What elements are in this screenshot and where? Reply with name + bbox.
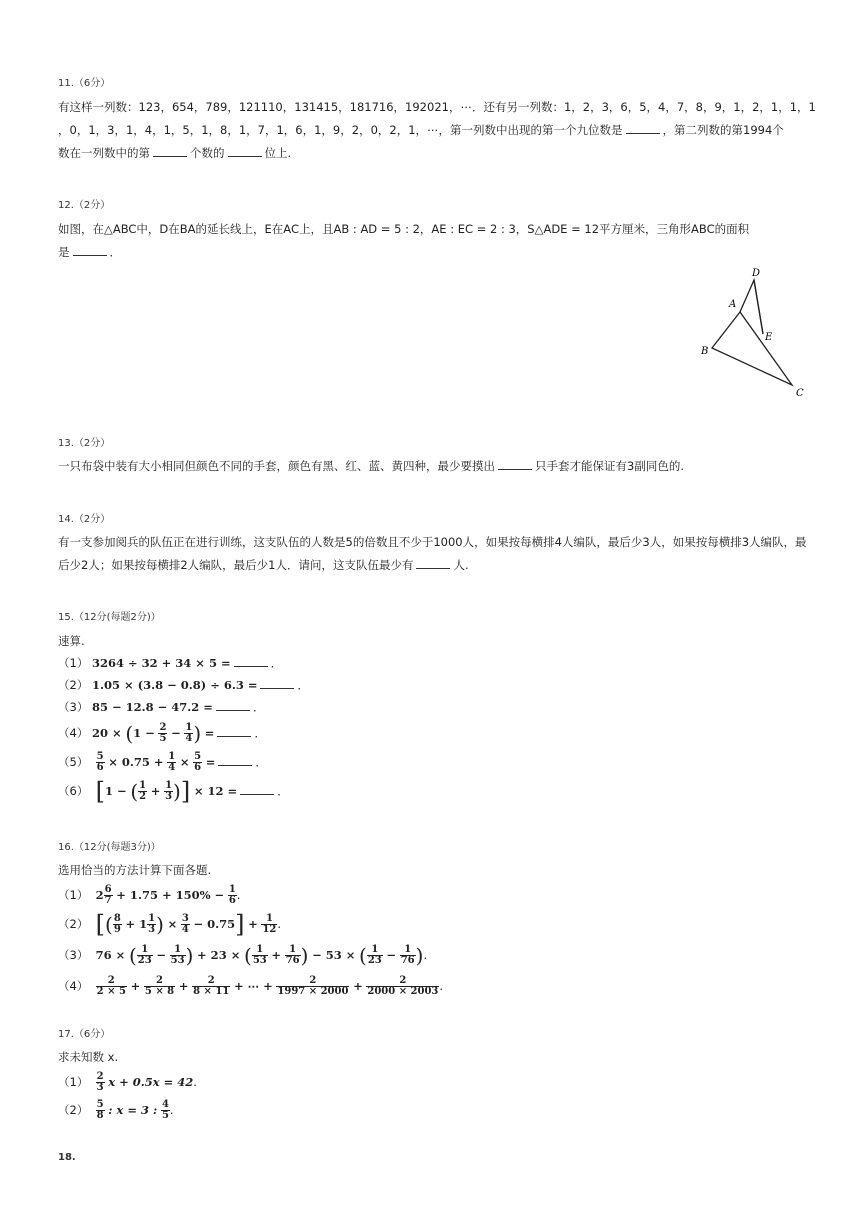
q11-line2-text: ，0，1，3，1，4，1，5，1，8，1，7，1，6，1，9，2，0，2，1，⋯，第一列数中出现的第一个九位数是: [58, 123, 623, 137]
paren: ): [193, 721, 202, 746]
fraction: [285, 945, 301, 966]
q17-header: 17.（6分）: [58, 1029, 111, 1040]
q12-line1: 如图，在△ABC中，D在BA的延长线上，E在AC上，且AB : AD = 5 : 2，AE : EC = 2 : 3，S△ADE = 12平方厘米，三角形ABC的面积: [58, 222, 750, 236]
denominator: 5: [159, 733, 167, 744]
item-label: （5）: [58, 755, 89, 769]
expression: 85 − 12.8 − 47.2 =: [92, 700, 213, 714]
segment-de: [754, 280, 763, 334]
denominator: 23: [137, 954, 152, 966]
answer-blank[interactable]: [217, 726, 251, 737]
q13-text-b: 只手套才能保证有3副同色的.: [535, 459, 684, 473]
q15-item-3: [58, 696, 808, 718]
q16-intro: 选用恰当的方法计算下面各题.: [58, 863, 212, 877]
q14-line1: 有一支参加阅兵的队伍正在进行训练，这支队伍的人数是5的倍数且不少于1000人，如果按每横排4人编队，最后少3人，如果按每横排3人编队，最: [58, 535, 807, 549]
item-label: （2）: [58, 1103, 89, 1117]
fraction: [367, 945, 383, 966]
q16-item-2: [58, 909, 808, 940]
answer-blank[interactable]: [240, 784, 274, 795]
expression-part: 2: [95, 888, 104, 902]
period: .: [193, 1075, 197, 1089]
equals: =: [204, 726, 215, 740]
paren: ): [185, 943, 194, 967]
fraction: [366, 976, 439, 997]
fraction: [137, 945, 153, 966]
denominator: 4: [168, 762, 176, 773]
fraction: [158, 723, 167, 744]
denominator: 3: [165, 791, 173, 802]
label-b: B: [701, 346, 709, 357]
q13-header: 13.（2分）: [58, 438, 111, 449]
expression-part: 1 −: [105, 784, 127, 798]
numerator: 3: [181, 913, 189, 924]
q13-line1: [58, 455, 808, 478]
q11-line2: [58, 119, 808, 142]
answer-blank[interactable]: [73, 245, 107, 256]
denominator: 3: [148, 924, 156, 935]
q14-header: 14.（2分）: [58, 514, 111, 525]
q17-item-1: [58, 1068, 808, 1096]
expression-part: +: [150, 784, 161, 798]
period: ．: [270, 656, 283, 670]
expression-part: 1 −: [133, 726, 155, 740]
q16-item-1: [58, 881, 808, 909]
label-a: A: [729, 299, 737, 310]
denominator: 5 × 8: [144, 986, 175, 997]
denominator: 6: [228, 895, 236, 906]
paren: (: [130, 779, 139, 804]
numerator: 1: [148, 913, 156, 924]
q15-header: 15.（12分(每题2分)）: [58, 612, 161, 623]
q12-line2: [58, 241, 808, 264]
q12-line2-text: 是: [58, 245, 70, 259]
expression-part: ×: [179, 755, 190, 769]
q14-line2: [58, 554, 808, 577]
numerator: 1: [252, 945, 268, 956]
expression-part: +: [130, 979, 141, 993]
numerator: 2: [96, 976, 127, 987]
expression-part: × 12 =: [193, 784, 238, 798]
period: .: [236, 888, 241, 902]
fraction: [96, 752, 105, 773]
item-label: （2）: [58, 678, 89, 692]
q11-line1: 有这样一列数：123，654，789，121110，131415，181716，192021，⋯．还有另一列数：1，2，3，6，5，4，7，8，9，1，2，1，1，1: [58, 100, 816, 114]
fraction: [276, 976, 349, 997]
denominator: 8 × 11: [193, 986, 230, 997]
q15-item-2: [58, 674, 808, 696]
expression-part: +: [248, 917, 258, 931]
numerator: 5: [96, 1099, 104, 1110]
paren: (: [359, 943, 367, 967]
item-label: （4）: [58, 979, 89, 993]
period: ．: [277, 784, 289, 798]
fraction: [170, 945, 186, 966]
fraction: [181, 914, 190, 935]
q17-intro: 求未知数 x.: [58, 1050, 119, 1064]
bracket: [: [95, 910, 106, 939]
denominator: 76: [285, 954, 300, 966]
numerator: 1: [400, 945, 416, 956]
expression-part: ×: [167, 917, 178, 931]
numerator: 4: [161, 1099, 169, 1110]
q14-text-b: 人.: [453, 558, 469, 572]
equation: : x = 3 :: [108, 1103, 158, 1117]
q16-header: 16.（12分(每题3分)）: [58, 842, 161, 853]
paren: (: [105, 912, 113, 937]
q11-line2-text-b: ，第二列数的第1994个: [662, 123, 784, 137]
numerator: 1: [137, 945, 153, 956]
fraction: [96, 1072, 105, 1093]
item-label: （1）: [58, 1075, 89, 1089]
denominator: 6: [96, 762, 104, 773]
expression-part: +: [178, 979, 189, 993]
fraction: [184, 723, 193, 744]
denominator: 2: [139, 791, 147, 802]
numerator: 1: [228, 884, 236, 895]
label-c: C: [796, 388, 804, 399]
expression-part: −: [386, 947, 397, 962]
fraction: [147, 914, 156, 935]
q11-line3: [58, 142, 808, 165]
denominator: 53: [252, 954, 267, 966]
denominator: 12: [262, 924, 277, 935]
period: ．: [254, 726, 266, 740]
fraction: [192, 976, 230, 997]
fraction: [228, 885, 237, 906]
q12-line2-end: ．: [109, 245, 121, 259]
label-d: D: [752, 268, 761, 279]
fraction: [144, 976, 175, 997]
numerator: 2: [96, 1071, 104, 1082]
q14-text-a: 后少2人；如果按每横排2人编队，最后少1人．请问，这支队伍最少有: [58, 558, 414, 572]
answer-blank[interactable]: [234, 656, 268, 667]
expression-part: + 1.75 + 150% −: [116, 888, 225, 902]
numerator: 2: [159, 722, 167, 733]
period: .: [439, 979, 444, 993]
numerator: 1: [168, 751, 176, 762]
numerator: 1: [170, 945, 186, 956]
fraction: [113, 914, 122, 935]
item-label: （1）: [58, 656, 89, 670]
q16-item-4: [58, 970, 808, 1002]
q14-body: [58, 531, 808, 577]
paren: ): [156, 912, 164, 937]
denominator: 23: [367, 954, 382, 966]
equation: x + 0.5x = 42: [108, 1075, 194, 1089]
label-e: E: [765, 332, 773, 343]
q18-header: 18.: [58, 1152, 76, 1163]
numerator: 1: [185, 722, 193, 733]
triangle-abc: [712, 312, 792, 385]
expression-part: +: [271, 947, 282, 962]
item-label: （6）: [58, 784, 89, 798]
denominator: 4: [181, 924, 189, 935]
q13-text-a: 一只布袋中装有大小相同但颜色不同的手套，颜色有黑、红、蓝、黄四种，最少要摸出: [58, 459, 495, 473]
expression-part: + 1: [125, 917, 148, 931]
expression-part: 20 ×: [92, 726, 122, 740]
numerator: 5: [194, 751, 202, 762]
numerator: 8: [113, 913, 121, 924]
answer-blank[interactable]: [216, 700, 250, 711]
fraction: [96, 976, 127, 997]
paren: ): [173, 779, 181, 804]
period: .: [423, 947, 428, 962]
q13-body: [58, 455, 808, 478]
numerator: 1: [285, 945, 301, 956]
expression-part: +: [353, 979, 363, 993]
denominator: 3: [96, 1082, 104, 1093]
q15-item-1: [58, 652, 808, 674]
segment-a-d-e: [740, 280, 763, 334]
denominator: 8: [96, 1110, 104, 1121]
q11-body: [58, 96, 816, 165]
q17-item-2: [58, 1096, 808, 1124]
answer-blank[interactable]: [416, 558, 450, 569]
fraction: [164, 781, 173, 802]
q15-body: [58, 630, 808, 806]
denominator: 76: [400, 954, 415, 966]
period: .: [277, 917, 282, 931]
item-label: （1）: [58, 888, 89, 902]
fraction: [167, 752, 176, 773]
expression-part: − 53 ×: [312, 947, 356, 962]
item-label: （3）: [58, 700, 89, 714]
q16-item-3: [58, 940, 808, 971]
numerator: 2: [276, 976, 349, 987]
expression-part: + ⋯ +: [233, 979, 273, 993]
expression: 3264 ÷ 32 + 34 × 5 =: [92, 656, 231, 670]
numerator: 6: [104, 884, 112, 895]
period: ．: [297, 678, 309, 692]
q16-body: [58, 859, 808, 1002]
expression-part: × 0.75 +: [108, 755, 164, 769]
item-label: （4）: [58, 726, 89, 740]
denominator: 9: [113, 924, 121, 935]
expression-part: 76 ×: [95, 947, 126, 962]
fraction: [138, 781, 147, 802]
q15-item-5: [58, 748, 808, 776]
numerator: 2: [366, 976, 439, 987]
numerator: 1: [165, 780, 173, 791]
q15-intro: 速算.: [58, 634, 85, 648]
q17-body: [58, 1046, 808, 1124]
fraction: [400, 945, 416, 966]
numerator: 5: [96, 751, 104, 762]
paren: ): [300, 943, 309, 967]
fraction: [252, 945, 268, 966]
q12-body: [58, 218, 808, 264]
bracket: ]: [235, 910, 245, 939]
answer-blank[interactable]: [498, 459, 532, 470]
triangle-figure: [690, 262, 815, 402]
expression-part: − 0.75: [193, 917, 236, 931]
numerator: 1: [367, 945, 383, 956]
bracket: [: [95, 777, 106, 806]
answer-blank[interactable]: [626, 123, 660, 134]
expression-part: −: [156, 947, 166, 962]
q11-header: 11.（6分）: [58, 78, 111, 89]
q15-item-6: [58, 776, 808, 806]
denominator: 2000 × 2003: [367, 986, 439, 997]
numerator: 1: [261, 914, 277, 925]
denominator: 7: [104, 895, 112, 906]
paren: (: [128, 943, 137, 967]
numerator: 1: [139, 780, 147, 791]
paren: (: [244, 943, 252, 967]
expression-part: + 23 ×: [197, 947, 241, 962]
answer-blank[interactable]: [153, 146, 187, 157]
fraction: [96, 1100, 105, 1121]
q11-line3-text-a: 数在一列数中的第: [58, 146, 150, 160]
fraction: [261, 914, 277, 935]
period: .: [169, 1103, 174, 1117]
item-label: （2）: [58, 917, 89, 931]
period: ．: [252, 700, 265, 714]
numerator: 2: [144, 976, 175, 987]
expression: 1.05 × (3.8 − 0.8) ÷ 6.3 =: [92, 678, 258, 692]
q15-item-4: [58, 718, 808, 748]
expression-part: −: [171, 726, 181, 740]
equals: =: [205, 755, 216, 769]
period: ．: [255, 755, 267, 769]
denominator: 6: [194, 762, 202, 773]
item-label: （3）: [58, 947, 89, 962]
denominator: 53: [170, 954, 185, 966]
fraction: [104, 885, 113, 906]
paren: ): [415, 943, 424, 967]
fraction: [161, 1100, 170, 1121]
denominator: 1997 × 2000: [277, 986, 349, 997]
denominator: 4: [185, 733, 193, 744]
denominator: 2 × 5: [96, 986, 126, 997]
fraction: [193, 752, 202, 773]
paren: (: [125, 721, 134, 746]
numerator: 2: [192, 976, 230, 987]
answer-blank[interactable]: [260, 678, 294, 689]
denominator: 5: [161, 1110, 169, 1121]
bracket: ]: [180, 777, 191, 806]
answer-blank[interactable]: [218, 755, 252, 766]
q11-line3-text-c: 位上.: [264, 146, 292, 160]
q12-header: 12.（2分）: [58, 200, 111, 211]
q11-line3-text-b: 个数的: [190, 146, 225, 160]
answer-blank[interactable]: [228, 146, 262, 157]
